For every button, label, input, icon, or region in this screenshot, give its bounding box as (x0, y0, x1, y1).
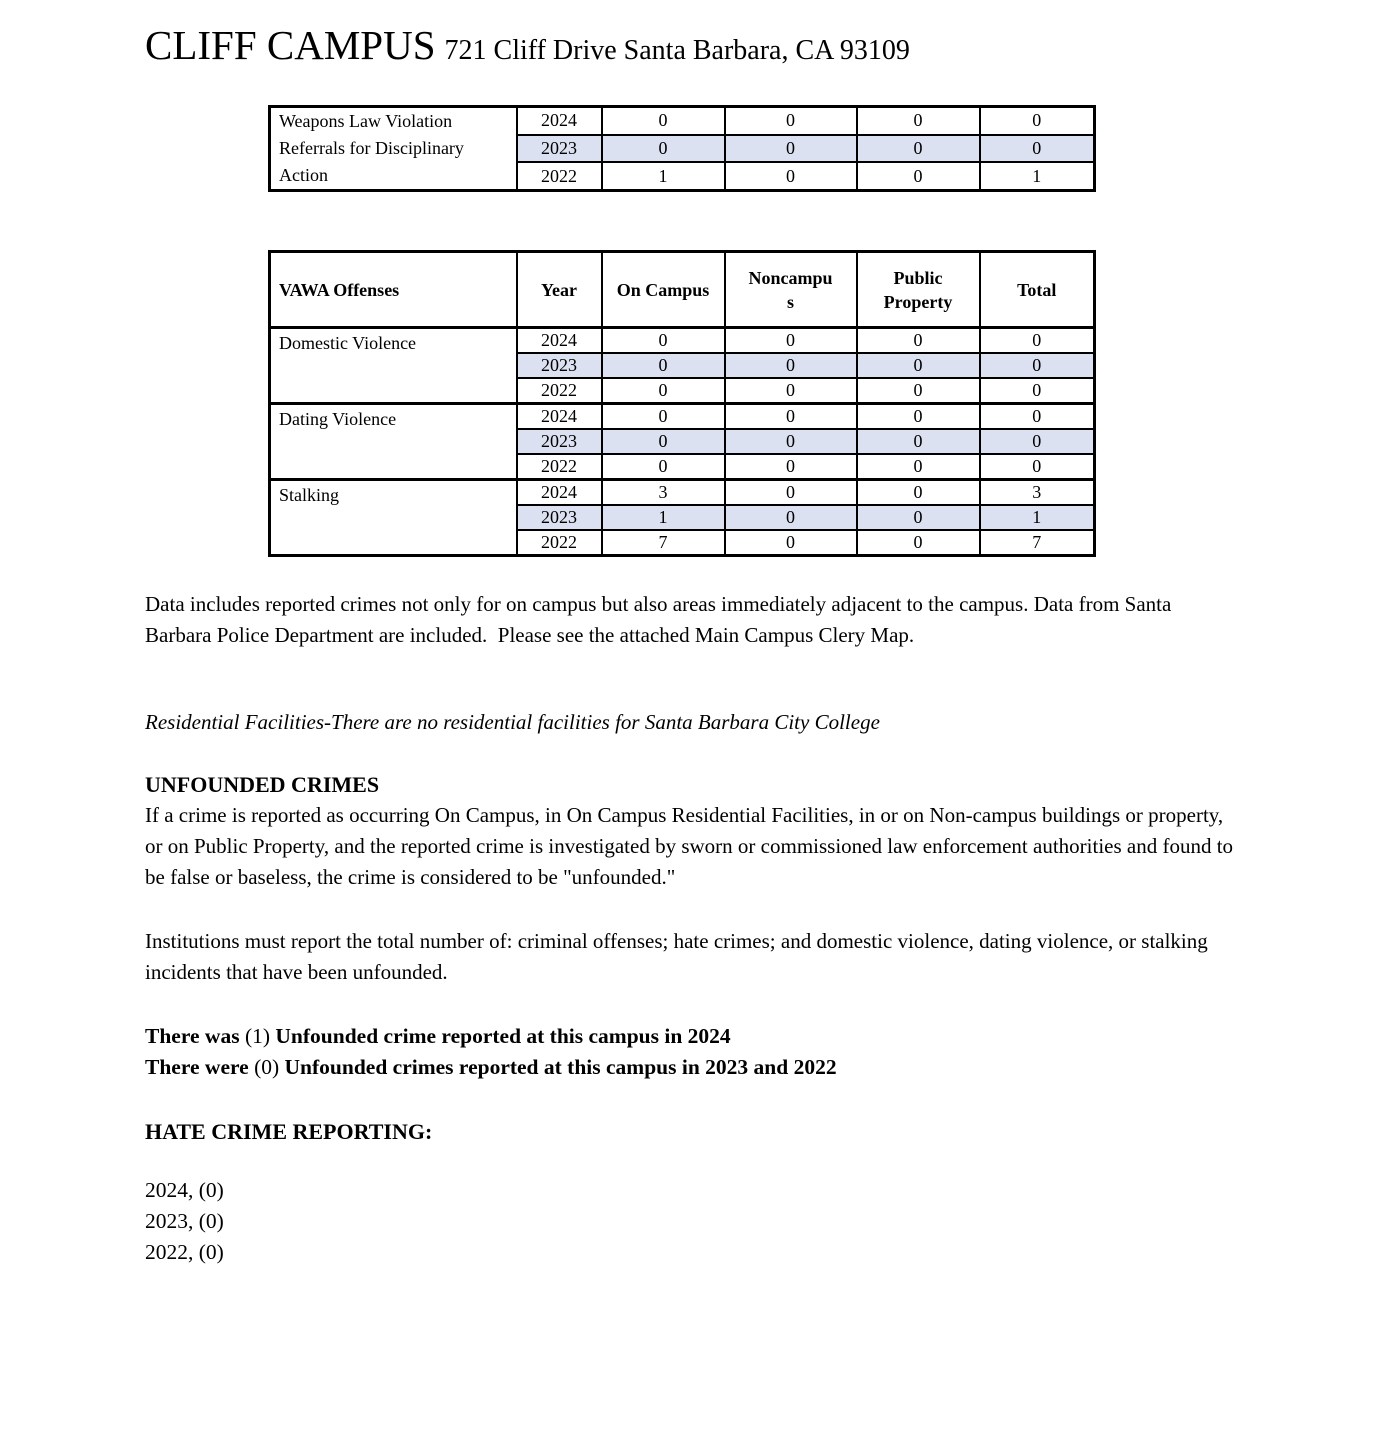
residential-facilities-note: Residential Facilities-There are no residential facilities for Santa Barbara City College (145, 710, 880, 734)
year-cell: 2022 (517, 530, 602, 556)
count-cell: 0 (857, 429, 980, 454)
count-cell: 0 (725, 530, 857, 556)
vawa-header-on-campus-label: On Campus (616, 279, 710, 300)
hate-crime-year-2023: 2023, (0) (145, 1209, 224, 1233)
count-cell: 7 (980, 530, 1095, 556)
count-cell: 0 (725, 505, 857, 530)
count-cell: 0 (725, 429, 857, 454)
count-cell: 3 (602, 480, 725, 506)
count-cell: 0 (602, 378, 725, 404)
count-cell: 0 (857, 480, 980, 506)
document-content (0, 22, 1376, 1268)
year-cell: 2024 (517, 107, 602, 135)
year-cell: 2022 (517, 454, 602, 480)
count-cell: 0 (725, 135, 857, 163)
unfounded-2023-suffix: Unfounded crimes reported at this campus in 2023 and 2022 (279, 1055, 837, 1079)
vawa-table-row (270, 404, 1095, 430)
unfounded-definition-paragraph: If a crime is reported as occurring On Campus, in On Campus Residential Facilities, in or on Non-campus buildings or property, or on Public Property, and the reported crime is investigated by sworn or commissioned law enforcement authorities and found to be false or baseless, the crime is considered to be "unfounded." (145, 803, 1239, 889)
vawa-header-year-label: Year (541, 279, 577, 300)
year-cell: 2023 (517, 135, 602, 163)
vawa-header-on-campus (602, 252, 725, 328)
vawa-table-row (270, 480, 1095, 506)
count-cell: 0 (725, 480, 857, 506)
vawa-header-noncampus (725, 252, 857, 328)
year-cell: 2024 (517, 404, 602, 430)
hate-crime-heading: HATE CRIME REPORTING: (145, 1119, 433, 1144)
count-cell: 0 (725, 454, 857, 480)
weapons-table-row (270, 107, 1095, 135)
vawa-header-year (517, 252, 602, 328)
weapons-referrals-table (268, 105, 1096, 192)
count-cell: 0 (980, 353, 1095, 378)
count-cell: 0 (725, 107, 857, 135)
count-cell: 0 (857, 328, 980, 354)
count-cell: 1 (980, 505, 1095, 530)
unfounded-count-2024-line (145, 1021, 1236, 1052)
count-cell: 0 (602, 404, 725, 430)
page-title (145, 22, 1236, 74)
count-cell: 1 (980, 162, 1095, 190)
year-cell: 2023 (517, 353, 602, 378)
unfounded-2024-prefix: There was (145, 1024, 245, 1048)
unfounded-count-2023-2022-line (145, 1052, 1236, 1083)
count-cell: 1 (602, 505, 725, 530)
count-cell: 0 (602, 328, 725, 354)
count-cell: 0 (857, 505, 980, 530)
count-cell: 0 (857, 107, 980, 135)
vawa-table-row (270, 328, 1095, 354)
count-cell: 0 (980, 135, 1095, 163)
hate-crime-year-2024: 2024, (0) (145, 1178, 224, 1202)
count-cell: 3 (980, 480, 1095, 506)
count-cell: 0 (857, 353, 980, 378)
count-cell: 0 (602, 429, 725, 454)
count-cell: 0 (725, 404, 857, 430)
offense-label: Stalking (270, 480, 517, 556)
unfounded-2023-count: (0) (254, 1055, 280, 1079)
vawa-header-offense (270, 252, 517, 328)
unfounded-2023-prefix: There were (145, 1055, 255, 1079)
weapons-category-label: Weapons Law Violation Referrals for Disciplinary Action (270, 107, 517, 191)
data-note-paragraph: Data includes reported crimes not only for on campus but also areas immediately adjacent to the campus. Data from Santa Barbara Police Department are included. Please see the attached Main Campus Clery Map. (145, 592, 1177, 647)
vawa-header-noncampus-label: Noncampus (748, 267, 833, 312)
vawa-header-offense-label: VAWA Offenses (279, 279, 400, 300)
year-cell: 2024 (517, 328, 602, 354)
vawa-header-total-label: Total (1017, 279, 1057, 300)
vawa-header-public-property (857, 252, 980, 328)
count-cell: 0 (857, 162, 980, 190)
count-cell: 0 (725, 328, 857, 354)
vawa-offenses-table (268, 250, 1096, 557)
count-cell: 0 (602, 135, 725, 163)
unfounded-2024-count: (1) (244, 1024, 271, 1048)
count-cell: 0 (980, 107, 1095, 135)
campus-address: 721 Cliff Drive Santa Barbara, CA 93109 (444, 35, 910, 66)
count-cell: 0 (725, 162, 857, 190)
count-cell: 0 (980, 429, 1095, 454)
campus-name: CLIFF CAMPUS (145, 22, 436, 68)
count-cell: 0 (725, 353, 857, 378)
count-cell: 0 (980, 404, 1095, 430)
year-cell: 2024 (517, 480, 602, 506)
count-cell: 0 (857, 135, 980, 163)
count-cell: 0 (857, 378, 980, 404)
count-cell: 0 (602, 353, 725, 378)
vawa-header-total (980, 252, 1095, 328)
count-cell: 0 (725, 378, 857, 404)
unfounded-count-lines (145, 1021, 1236, 1083)
count-cell: 0 (980, 328, 1095, 354)
unfounded-reporting-paragraph: Institutions must report the total number of: criminal offenses; hate crimes; and domestic violence, dating violence, or stalking incidents that have been unfounded. (145, 929, 1214, 984)
count-cell: 1 (602, 162, 725, 190)
count-cell: 0 (602, 454, 725, 480)
year-cell: 2023 (517, 505, 602, 530)
year-cell: 2023 (517, 429, 602, 454)
count-cell: 0 (980, 378, 1095, 404)
count-cell: 0 (980, 454, 1095, 480)
vawa-header-row (270, 252, 1095, 328)
year-cell: 2022 (517, 378, 602, 404)
count-cell: 0 (857, 404, 980, 430)
count-cell: 0 (857, 454, 980, 480)
hate-crime-year-2022: 2022, (0) (145, 1240, 224, 1264)
vawa-header-public-property-label: Public Property (883, 267, 953, 312)
offense-label: Dating Violence (270, 404, 517, 480)
unfounded-2024-suffix: Unfounded crime reported at this campus in 2024 (270, 1024, 731, 1048)
offense-label: Domestic Violence (270, 328, 517, 404)
count-cell: 0 (602, 107, 725, 135)
year-cell: 2022 (517, 162, 602, 190)
unfounded-crimes-heading: UNFOUNDED CRIMES (145, 772, 380, 797)
count-cell: 7 (602, 530, 725, 556)
count-cell: 0 (857, 530, 980, 556)
hate-crime-year-list (145, 1175, 1236, 1268)
